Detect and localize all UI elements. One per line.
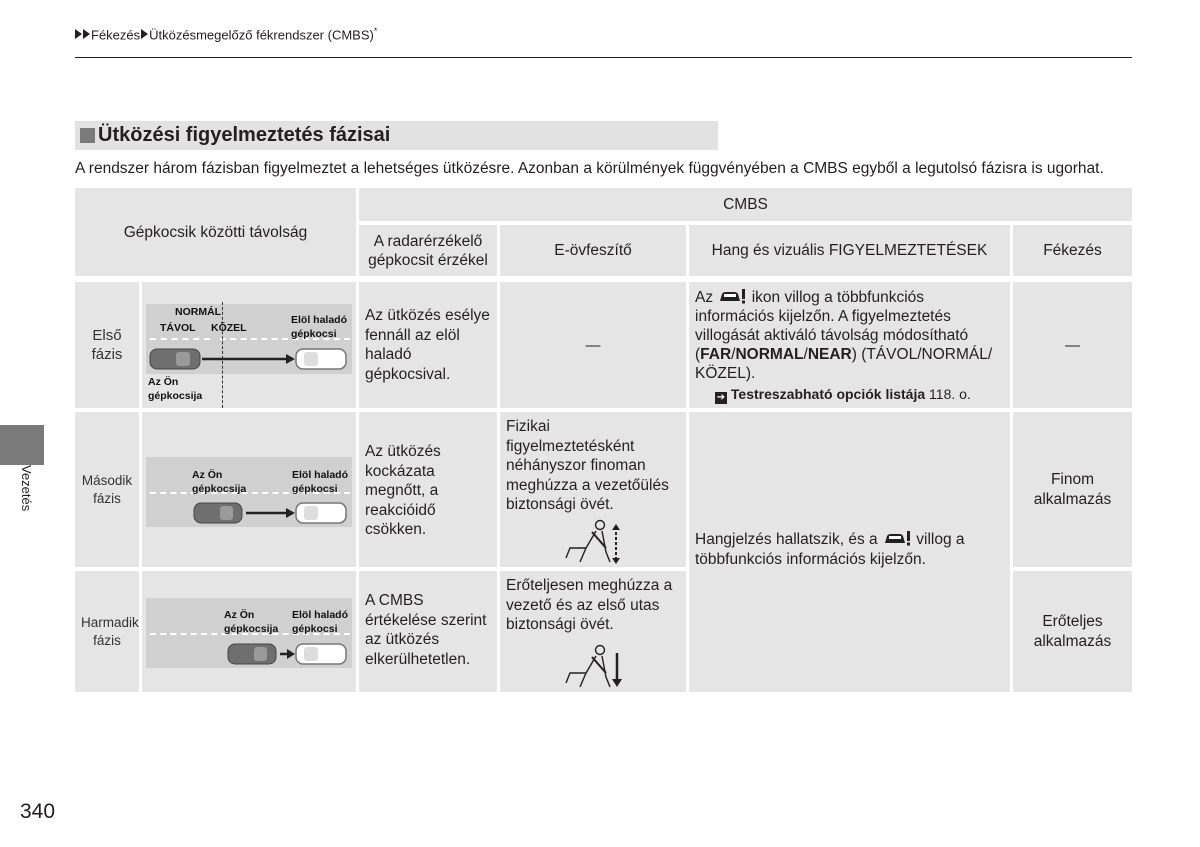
collision-warning-icon	[882, 530, 912, 546]
label-front-vehicle: Elöl haladó gépkocsi	[292, 469, 349, 495]
label-near: KÖZEL	[211, 322, 247, 334]
phase-3-pretensioner: Erőteljesen meghúzza a vezető és az első utas biztonsági övét.	[506, 577, 673, 633]
separator: /	[803, 346, 808, 363]
warning-text: Hangjelzés hallatszik, és a	[695, 531, 878, 548]
breadcrumb-item-braking[interactable]: Fékezés	[91, 27, 141, 43]
chapter-tab[interactable]	[0, 425, 44, 465]
option-far: FAR	[700, 346, 732, 363]
phase-2-3-warning	[689, 412, 1010, 692]
phase-3-text: Harmadik fázis	[81, 614, 139, 648]
phase-2-pretensioner: Fizikai figyelmeztetésként néhányszor finoman meghúzza a vezetőülés biztonsági övét.	[506, 418, 669, 513]
header-cmbs: CMBS	[359, 188, 1132, 221]
triangle-right-icon	[83, 29, 90, 39]
front-car-icon	[296, 349, 346, 369]
collision-warning-icon	[717, 288, 747, 304]
section-square-icon	[80, 128, 95, 143]
header-warnings: Hang és vizuális FIGYELMEZTETÉSEK	[689, 225, 1010, 276]
own-car-icon	[228, 644, 276, 664]
phase-1-braking: —	[1013, 282, 1132, 408]
chapter-tab-label: Vezetés	[19, 465, 34, 512]
phase-2-label	[75, 412, 139, 567]
header-distance: Gépkocsik közötti távolság	[75, 188, 356, 276]
phase-1-diagram-cell	[142, 282, 356, 408]
phase-2-braking: Finom alkalmazás	[1013, 412, 1132, 567]
arrow-head	[286, 354, 295, 364]
phase-1-radar: Az ütközés esélye fennáll az elöl haladó gépkocsival.	[359, 282, 497, 408]
header-pretensioner: E-övfeszítő	[500, 225, 686, 276]
front-car-window	[304, 647, 318, 661]
label-normal: NORMÁL	[175, 306, 222, 318]
separator: /	[731, 346, 736, 363]
intro-paragraph: A rendszer három fázisban figyelmeztet a lehetséges ütközésre. Azonban a körülmények függvényében a CMBS egyből a legutolsó fázisra is ugorhat.	[75, 160, 1104, 177]
phase-1-label	[75, 282, 139, 408]
arrow-head	[286, 508, 295, 518]
car-arrow-graphic	[146, 304, 352, 374]
header-rule	[75, 57, 1132, 58]
warning-text: ikon villog a többfunkciós információs kijelzőn. A figyelmeztetés villogását aktiváló távolság módosítható (	[695, 289, 969, 363]
own-car-windshield	[220, 506, 233, 520]
phase-3-braking: Erőteljes alkalmazás	[1013, 571, 1132, 692]
option-normal: NORMAL	[735, 346, 804, 363]
phase-3-label	[75, 571, 139, 692]
seatbelt-strong-icon	[562, 643, 626, 689]
label-front-vehicle: Elöl haladó gépkocsi	[292, 609, 349, 635]
option-near: NEAR	[807, 346, 852, 363]
front-car-window	[304, 506, 318, 520]
header-braking: Fékezés	[1013, 225, 1132, 276]
front-car-icon	[296, 503, 346, 523]
phase-3-pretensioner-cell	[500, 571, 686, 692]
label-own-vehicle: Az Ön gépkocsija	[224, 609, 279, 635]
warning-text: ) (TÁVOL/NORMÁL/ KÖZEL).	[695, 346, 993, 382]
phase-1-pretensioner: —	[500, 282, 686, 408]
warning-text: Az	[695, 289, 714, 306]
phase-2-pretensioner-cell	[500, 412, 686, 567]
reference-text[interactable]: Testreszabható opciók listája	[730, 386, 926, 402]
arrow-head	[287, 649, 295, 659]
footnote-marker: *	[373, 26, 378, 36]
breadcrumb	[75, 26, 377, 42]
label-own-vehicle: Az Ön gépkocsija	[192, 469, 247, 495]
reference-arrow-icon: ➔	[716, 392, 726, 403]
phase-2-radar: Az ütközés kockázata megnőtt, a reakcióidő csökken.	[359, 412, 497, 567]
own-car-icon	[194, 503, 242, 523]
phase-3-radar: A CMBS értékelése szerint az ütközés elkerülhetetlen.	[359, 571, 497, 692]
phase-2-diagram-cell	[142, 412, 356, 567]
phase-1-text: Első fázis	[91, 327, 123, 363]
reference-link[interactable]	[695, 385, 1004, 404]
front-car-icon	[296, 644, 346, 664]
front-car-window	[304, 352, 318, 366]
seatbelt-gentle-icon	[562, 518, 626, 564]
own-car-windshield	[254, 647, 267, 661]
phase-3-diagram-cell	[142, 571, 356, 692]
label-far: TÁVOL	[160, 322, 196, 334]
label-own-vehicle: Az Ön gépkocsija	[148, 376, 203, 402]
section-title: Ütközési figyelmeztetés fázisai	[98, 124, 391, 146]
car-arrow-graphic	[146, 598, 352, 668]
triangle-right-icon	[141, 29, 148, 39]
phase-1-warning	[689, 282, 1010, 408]
own-car-windshield	[176, 352, 190, 366]
phase-2-text: Második fázis	[81, 472, 133, 506]
page-number: 340	[20, 800, 56, 823]
reference-page: 118. o.	[929, 386, 971, 402]
own-car-icon	[150, 349, 200, 369]
warning-text: villog a többfunkciós információs kijelzőn.	[695, 531, 965, 568]
breadcrumb-item-cmbs[interactable]: Ütközésmegelőző fékrendszer (CMBS)	[149, 27, 374, 43]
car-arrow-graphic	[146, 457, 352, 527]
header-radar: A radarérzékelő gépkocsit érzékel	[359, 225, 497, 276]
triangle-right-icon	[75, 29, 82, 39]
label-front-vehicle: Elöl haladó gépkocsi	[291, 314, 348, 340]
